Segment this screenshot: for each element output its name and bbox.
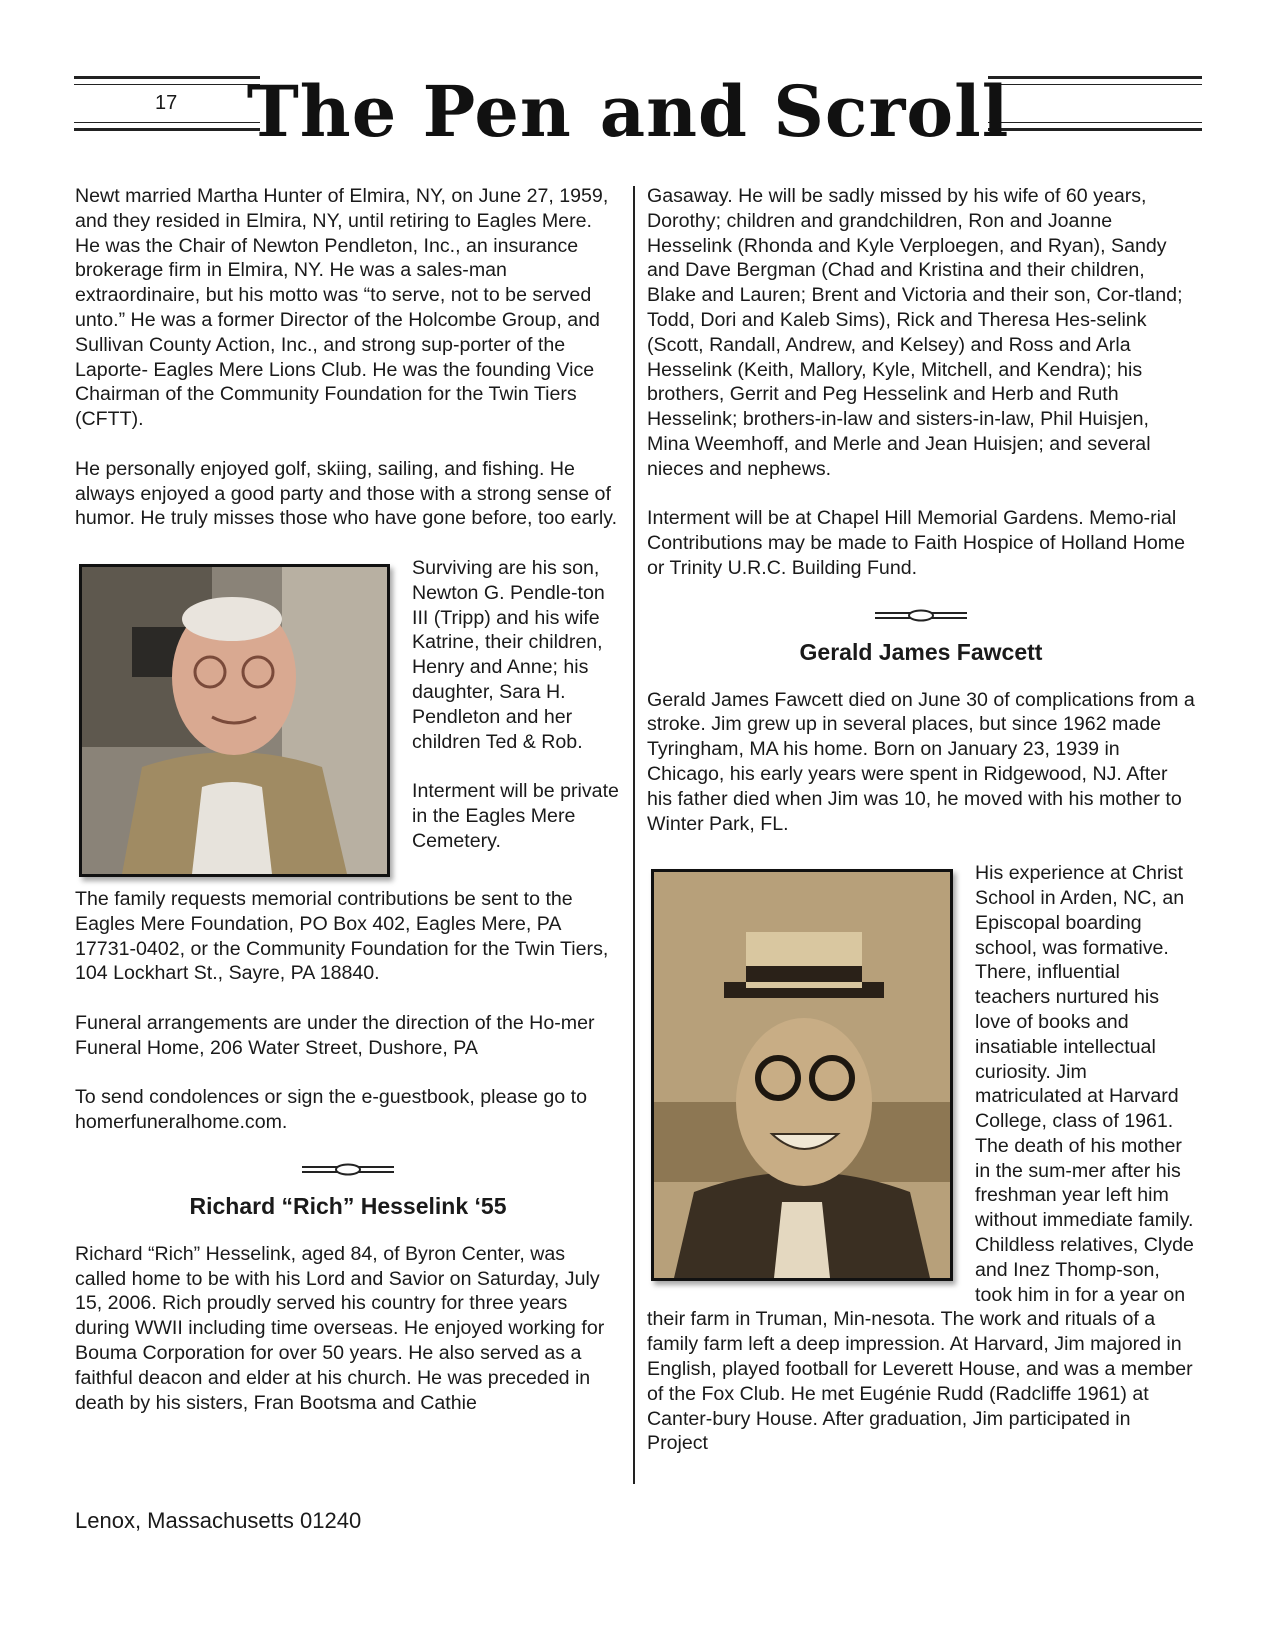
title-right: and Scroll <box>599 70 1010 153</box>
masthead-right-rule <box>988 76 1202 132</box>
obit-paragraph: Interment will be private in the Eagles Mere Cemetery. <box>412 780 619 852</box>
obit-paragraph: Gasaway. He will be sadly missed by his wife of 60 years, Dorothy; children and grandchildren, Ron and Joanne Hesselink (Rhonda and Kyle Verploegen, and Ryan), Sandy and Dave Bergman (Chad and Kristina and their children, Blake and Lauren; Brent and Victoria and their son, Cor-tland; Todd, Dori and Kaleb Sims), Rick and Theresa Hes-selink (Scott, Randall, Andrew, and Kelsey) and Ross and Arla Hesselink (Keith, Mallory, Kyle, Mitchell, and Kendra); his brothers, Gerrit and Peg Hesselink and Herb and Ruth Hesselink; brothers-in-law and sisters-in-law, Phil Huisjen, Mina Weemhoff, and Merle and Jean Huisjen; and several nieces and nephews. <box>647 185 1183 480</box>
section-ornament-icon <box>302 1160 394 1180</box>
pendleton-photo <box>79 564 390 877</box>
obit-paragraph: Surviving are his son, Newton G. Pendle-ton III (Tripp) and his wife Katrine, their children, Henry and Anne; his daughter, Sara H. Pendleton and her children Ted & Rob. <box>412 556 605 753</box>
footer-address: Lenox, Massachusetts 01240 <box>75 1508 362 1533</box>
obit-paragraph: His experience at Christ School in Arden, NC, an Episcopal boarding school, was formative. There, influential teachers nurtured his love of books and insatiable intellectual curiosity. Jim matriculated at Harvard College, class of 1961. The death of his mother in the sum-mer after his freshman year left him without immediate family. Childless relatives, Clyde and Inez Thomp-son, took him in for a year on their farm in Truman, Min-nesota. The work and rituals of a family farm left a deep impression. At Harvard, Jim majored in English, played football for Leverett House, and was a member of the Fox Club. He met Eugénie Rudd (Radcliffe 1961) at Canter-bury House. After graduation, Jim participated in Project <box>647 862 1194 1455</box>
obit-paragraph: Gerald James Fawcett died on June 30 of complications from a stroke. Jim grew up in several places, but since 1962 made Tyringham, MA his home. Born on January 23, 1939 in Chicago, his early years were spent in Ridgewood, NJ. After his father died when Jim was 10, he moved with his mother to Winter Park, FL. <box>647 688 1195 835</box>
newsletter-title <box>246 70 1010 153</box>
obit-paragraph: The family requests memorial contributions be sent to the Eagles Mere Foundation, PO Box 402, Eagles Mere, PA 17731-0402, or the Community Foundation for the Twin Tiers, 104 Lockhart St., Sayre, PA 18840. <box>75 887 609 985</box>
obit-paragraph: Funeral arrangements are under the direction of the Ho-mer Funeral Home, 206 Water Street, Dushore, PA <box>75 1011 595 1059</box>
obit-paragraph: Newt married Martha Hunter of Elmira, NY, on June 27, 1959, and they resided in Elmira, NY, until retiring to Eagles Mere. He was the Chair of Newton Pendleton, Inc., an insurance brokerage firm in Elmira, NY. He was a sales-man extraordinaire, but his motto was “to serve, not to be served unto.” He was a former Director of the Holcombe Group, and Sullivan County Action, Inc., and strong sup-porter of the Laporte- Eagles Mere Lions Club. He was the founding Vice Chairman of the Community Foundation for the Twin Tiers (CFTT). <box>75 185 609 431</box>
column-divider <box>633 186 635 1484</box>
obit-paragraph: He personally enjoyed golf, skiing, sailing, and fishing. He always enjoyed a good party and those with a strong sense of humor. He truly misses those who have gone before, too early. <box>75 457 618 530</box>
title-left: The Pen <box>246 70 572 153</box>
obit-paragraph: Interment will be at Chapel Hill Memorial Gardens. Memo-rial Contributions may be made to Faith Hospice of Holland Home or Trinity U.R.C. Building Fund. <box>647 507 1186 579</box>
left-column <box>75 184 621 1440</box>
right-column <box>647 184 1195 1481</box>
obituary-heading: Richard “Rich” Hesselink ‘55 <box>189 1192 507 1219</box>
obituary-heading: Gerald James Fawcett <box>799 638 1043 665</box>
section-ornament-icon <box>875 606 967 626</box>
page-number: 17 <box>155 92 178 114</box>
obit-paragraph: Richard “Rich” Hesselink, aged 84, of Byron Center, was called home to be with his Lord and Savior on Saturday, July 15, 2006. Rich proudly served his country for three years during WWII including time overseas. He enjoyed working for Bouma Corporation for over 50 years. He also served as a faithful deacon and elder at his church. He was preceded in death by his sisters, Fran Bootsma and Cathie <box>75 1242 605 1414</box>
fawcett-photo <box>651 869 953 1281</box>
obit-paragraph: To send condolences or sign the e-guestbook, please go to homerfuneralhome.com. <box>75 1086 587 1134</box>
